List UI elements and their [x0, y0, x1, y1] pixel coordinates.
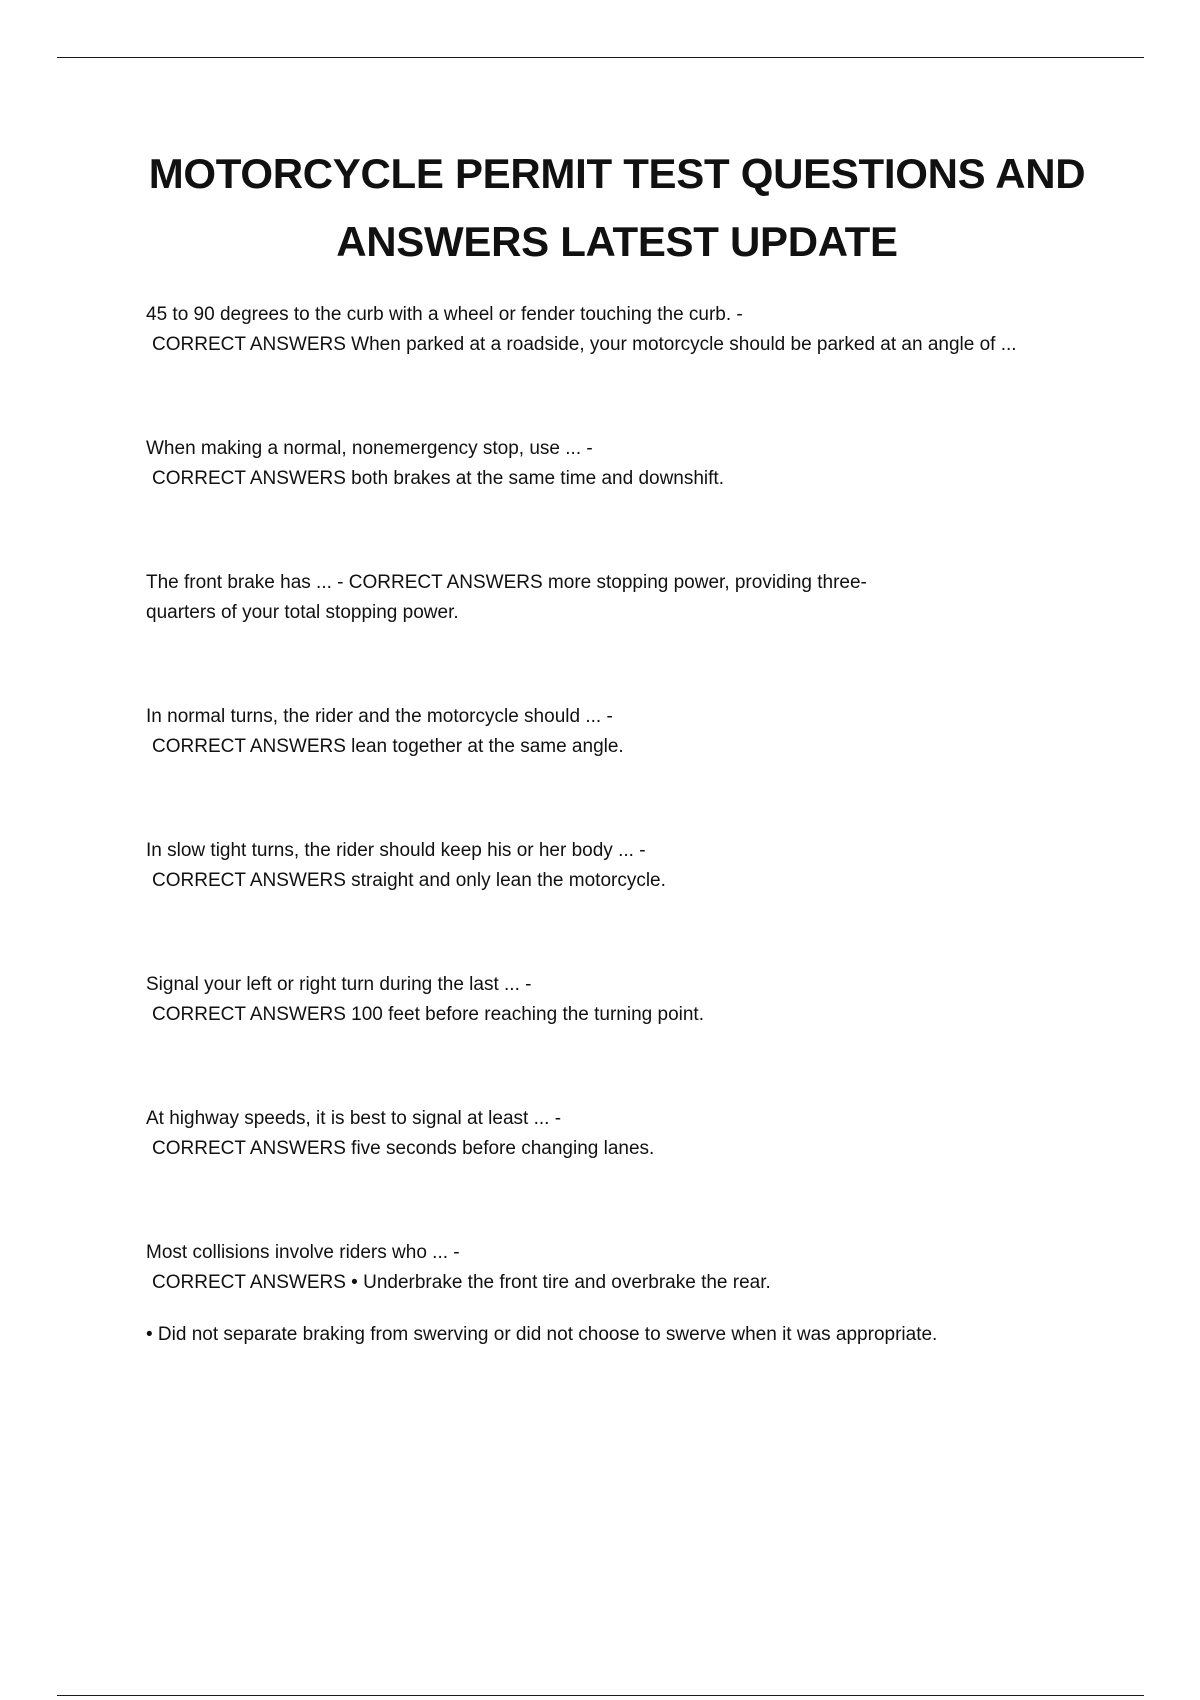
answer-bullet: • Did not separate braking from swerving or did not choose to swerve when it was appropriate.: [146, 1324, 938, 1345]
answer-text: CORRECT ANSWERS lean together at the same angle.: [152, 736, 624, 757]
qa-item-3: [146, 568, 1146, 628]
top-divider: [57, 57, 1144, 58]
qa-item-1: [146, 300, 1146, 360]
bottom-divider: [57, 1695, 1144, 1696]
title-line-1: MOTORCYCLE PERMIT TEST QUESTIONS AND: [148, 150, 1086, 197]
question-text: Most collisions involve riders who ... -: [146, 1242, 460, 1263]
qa-item-2: [146, 434, 1146, 494]
answer-text: CORRECT ANSWERS straight and only lean the motorcycle.: [152, 870, 666, 891]
question-text: Signal your left or right turn during the last ... -: [146, 974, 532, 995]
question-text: When making a normal, nonemergency stop, use ... -: [146, 438, 593, 459]
document-title: [57, 140, 1177, 276]
answer-text: CORRECT ANSWERS 100 feet before reaching the turning point.: [152, 1004, 704, 1025]
qa-item-7: [146, 1104, 1146, 1164]
qa-item-6: [146, 970, 1146, 1030]
question-text: The front brake has ... - CORRECT ANSWERS more stopping power, providing three-: [146, 572, 867, 593]
question-text: At highway speeds, it is best to signal at least ... -: [146, 1108, 562, 1129]
answer-text: CORRECT ANSWERS both brakes at the same time and downshift.: [152, 468, 724, 489]
qa-item-8: [146, 1238, 1146, 1350]
answer-text: CORRECT ANSWERS five seconds before changing lanes.: [152, 1138, 655, 1159]
question-text: In slow tight turns, the rider should keep his or her body ... -: [146, 840, 646, 861]
answer-text: CORRECT ANSWERS When parked at a roadside, your motorcycle should be parked at an angle of ...: [152, 334, 1017, 355]
title-line-2: ANSWERS LATEST UPDATE: [336, 218, 898, 265]
question-text: In normal turns, the rider and the motorcycle should ... -: [146, 706, 613, 727]
question-text: 45 to 90 degrees to the curb with a wheel or fender touching the curb. -: [146, 304, 743, 325]
answer-text: quarters of your total stopping power.: [146, 602, 459, 623]
answer-text: CORRECT ANSWERS • Underbrake the front tire and overbrake the rear.: [152, 1272, 771, 1293]
qa-item-4: [146, 702, 1146, 762]
qa-item-5: [146, 836, 1146, 896]
